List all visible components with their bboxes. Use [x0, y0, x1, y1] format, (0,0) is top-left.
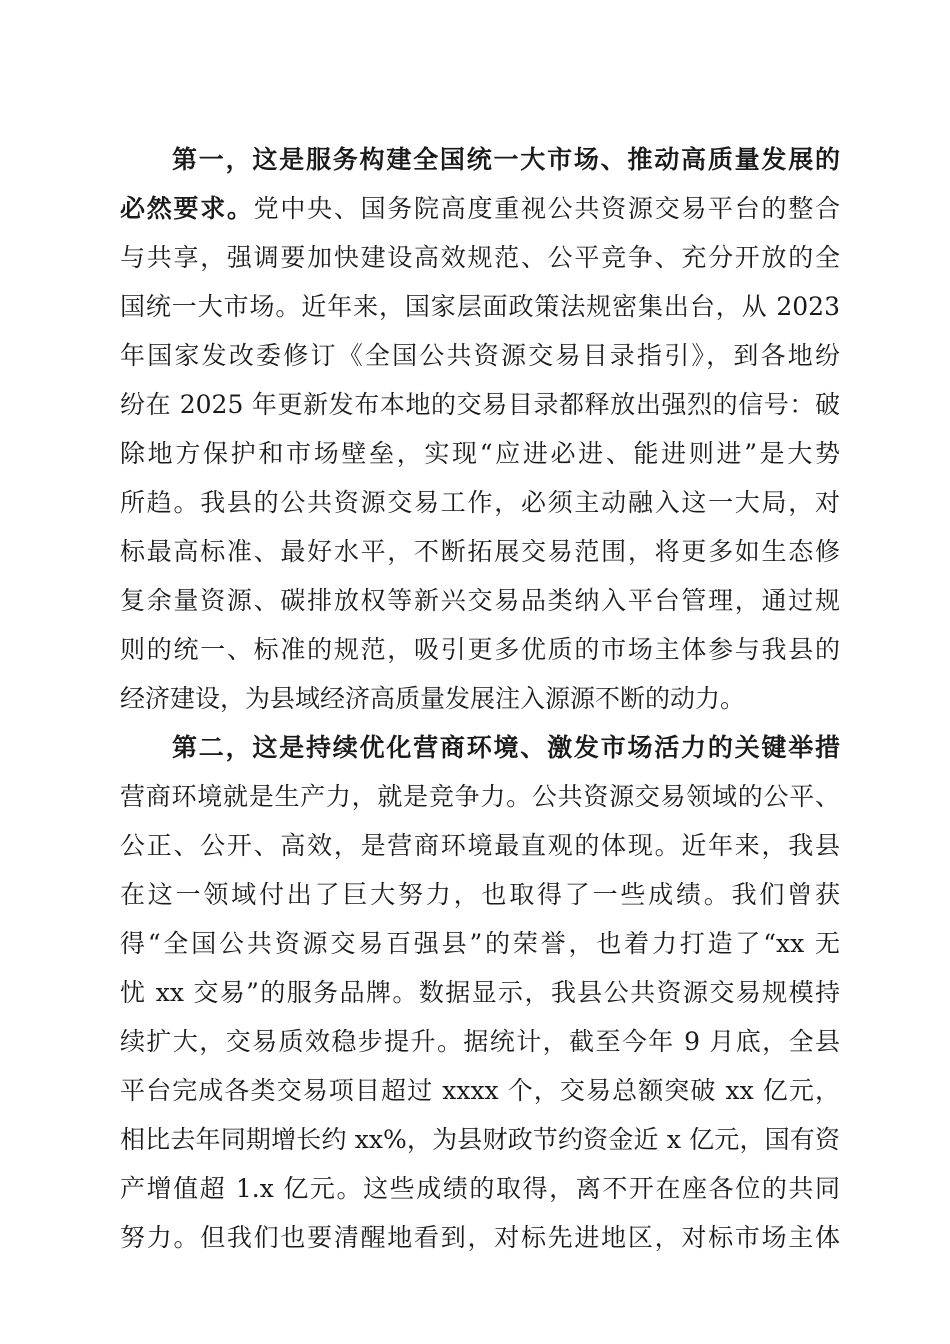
- paragraph-1-line-1: [120, 189, 840, 229]
- paragraph-2-line-6: 续扩大，交易质效稳步提升。据统计，截至今年 9 月底，全县: [120, 1027, 840, 1056]
- paragraph-2-line-8: 相比去年同期增长约 xx%，为县财政节约资金近 x 亿元，国有资: [120, 1125, 840, 1154]
- paragraph-2-line-3: 在这一领域付出了巨大努力，也取得了一些成绩。我们曾获: [120, 880, 840, 909]
- paragraph-2-line-1: 营商环境就是生产力，就是竞争力。公共资源交易领域的公平、: [120, 782, 840, 811]
- paragraph-1-lead: 第一，这是服务构建全国统一大市场、推动高质量发展的: [172, 145, 840, 174]
- paragraph-1-line-1-rest: 党中央、国务院高度重视公共资源交易平台的整合: [253, 194, 840, 223]
- paragraph-1-line-8: 标最高标准、最好水平，不断拓展交易范围，将更多如生态修: [120, 537, 840, 566]
- paragraph-1-line-9: 复余量资源、碳排放权等新兴交易品类纳入平台管理，通过规: [120, 586, 840, 615]
- paragraph-1-line-2: 与共享，强调要加快建设高效规范、公平竞争、充分开放的全: [120, 243, 840, 272]
- paragraph-2-line-5: 忧 xx 交易”的服务品牌。数据显示，我县公共资源交易规模持: [120, 978, 840, 1007]
- paragraph-2-line-4: 得“全国公共资源交易百强县”的荣誉，也着力打造了“xx 无: [120, 929, 840, 958]
- paragraph-1-line-4: 年国家发改委修订《全国公共资源交易目录指引》，到各地纷: [120, 341, 840, 370]
- paragraph-1-bold-prefix: 必然要求。: [120, 194, 254, 223]
- paragraph-2-lead: 第二，这是持续优化营商环境、激发市场活力的关键举措: [172, 733, 840, 762]
- paragraph-2-line-7: 平台完成各类交易项目超过 xxxx 个，交易总额突破 xx 亿元，: [120, 1076, 840, 1105]
- paragraph-1-line-3: 国统一大市场。近年来，国家层面政策法规密集出台，从 2023: [120, 292, 840, 321]
- paragraph-1-line-11: 经济建设，为县域经济高质量发展注入源源不断的动力。: [120, 684, 746, 713]
- paragraph-2-line-9: 产增值超 1.x 亿元。这些成绩的取得，离不开在座各位的共同: [120, 1174, 840, 1203]
- paragraph-2-line-10: 努力。但我们也要清醒地看到，对标先进地区，对标市场主体: [120, 1223, 840, 1252]
- paragraph-2-line-2: 公正、公开、高效，是营商环境最直观的体现。近年来，我县: [120, 831, 840, 860]
- paragraph-1-line-7: 所趋。我县的公共资源交易工作，必须主动融入这一大局，对: [120, 488, 840, 517]
- paragraph-1-line-5: 纷在 2025 年更新发布本地的交易目录都释放出强烈的信号：破: [120, 390, 840, 419]
- paragraph-1-line-10: 则的统一、标准的规范，吸引更多优质的市场主体参与我县的: [120, 635, 840, 664]
- paragraph-1-line-6: 除地方保护和市场壁垒，实现“应进必进、能进则进”是大势: [120, 439, 840, 468]
